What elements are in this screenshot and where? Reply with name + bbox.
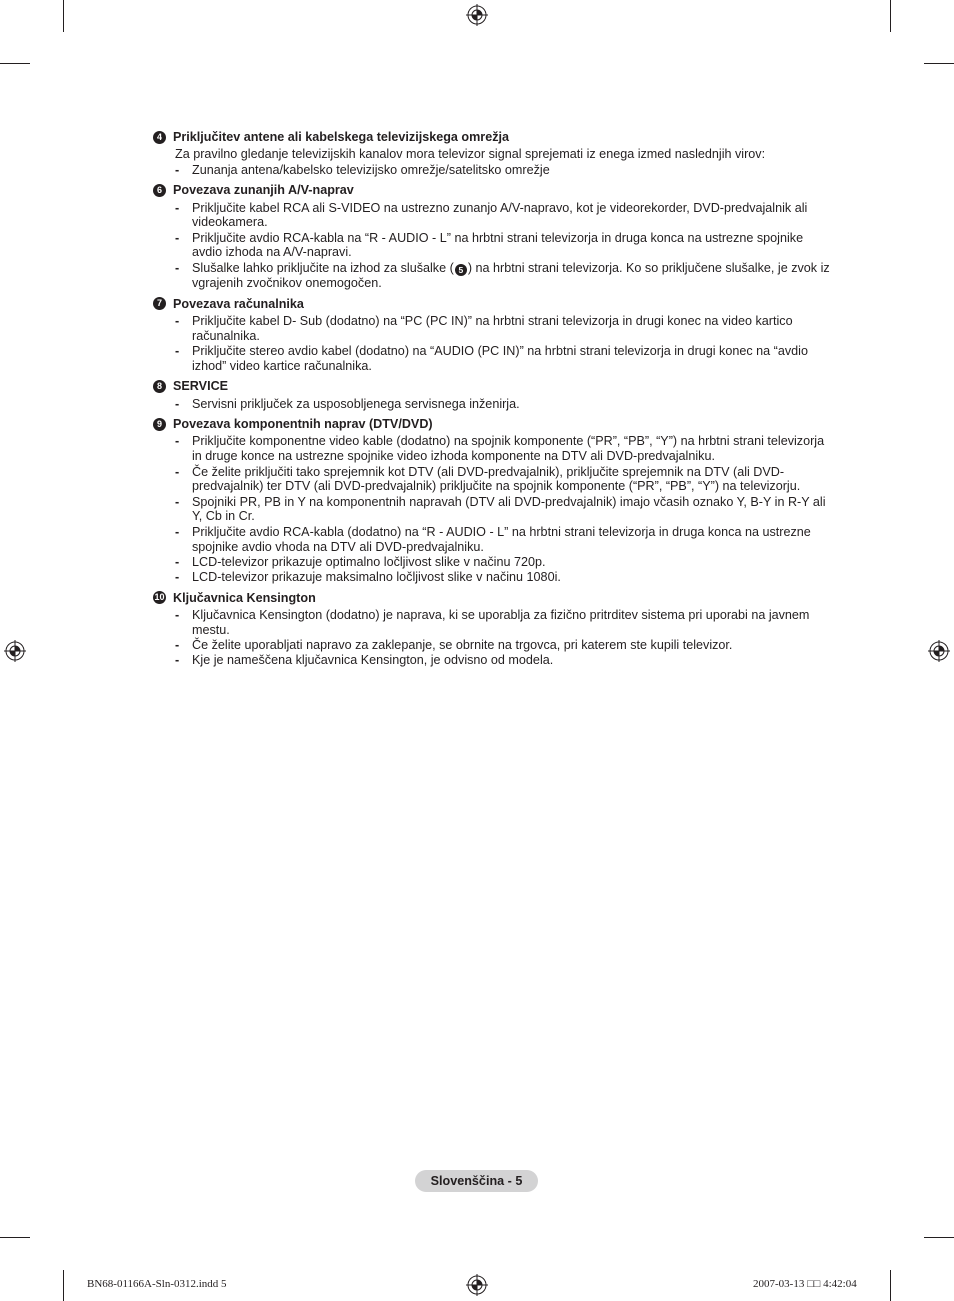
list-item: - Priključite avdio RCA-kabla na “R - AUDIO - L” na hrbtni strani televizorja in druga konca na ustrezne spojnike avdio izhoda na A/V-napravi.: [175, 230, 804, 260]
list-item: - Če želite priključiti tako sprejemnik kot DTV (ali DVD-predvajalnik), priključite sprejemnik na DTV (ali DVD-predvajalnik) ter DTV (ali DVD-predvajalnik) priključite na spojnik komponente (“PR”, “PB”, “Y”) na televizorju.: [175, 464, 801, 494]
list-item: - Priključite stereo avdio kabel (dodatno) na “AUDIO (PC IN)” na hrbtni strani televizorja in drugi konec na “avdio izhod” video kartice računalnika.: [175, 344, 808, 373]
registration-mark-icon: [4, 640, 26, 662]
section-number-badge: 4: [153, 131, 166, 144]
section-service: [153, 379, 833, 412]
section-intro: Za pravilno gledanje televizijskih kanalov mora televizor signal sprejemati iz enega izmed naslednjih virov:: [175, 147, 766, 161]
section-title: SERVICE: [173, 379, 229, 394]
reference-number-badge: 5: [455, 264, 467, 276]
section-title: Priključitev antene ali kabelskega televizijskega omrežja: [173, 129, 510, 144]
section-antenna: [153, 129, 833, 178]
section-number-badge: 9: [153, 418, 166, 431]
section-title: Povezava komponentnih naprav (DTV/DVD): [173, 417, 433, 432]
section-title: Povezava računalnika: [173, 296, 304, 311]
list-item: - Priključite kabel D- Sub (dodatno) na “PC (PC IN)” na hrbtni strani televizorja in drugi konec na video kartico računalnika.: [175, 313, 793, 343]
section-heading: [153, 379, 833, 395]
list-item: - Spojniki PR, PB in Y na komponentnih napravah (DTV ali DVD-predvajalnik) imajo včasih oznako Y, B-Y in R-Y ali Y, Cb in Cr.: [175, 494, 826, 524]
section-title: Ključavnica Kensington: [173, 590, 316, 605]
list-item: - Slušalke lahko priključite na izhod za slušalke ( 5 ) na hrbtni strani televizorja. Ko so priključene slušalke, je zvok iz vgrajenih zvočnikov onemogočen.: [175, 260, 830, 291]
crop-mark: [63, 0, 64, 32]
section-number-badge: 6: [153, 184, 166, 197]
list-item: - Če želite uporabljati napravo za zaklepanje, se obrnite na trgovca, pri katerem ste kupili televizor.: [175, 638, 733, 653]
crop-mark: [924, 63, 954, 64]
crop-mark: [63, 1270, 64, 1301]
crop-mark: [0, 63, 30, 64]
list-item: - Servisni priključek za usposobljenega servisnega inženirja.: [175, 396, 520, 411]
list-item: - LCD-televizor prikazuje maksimalno ločljivost slike v načinu 1080i.: [175, 570, 561, 585]
registration-mark-icon: [466, 1274, 488, 1296]
section-number-badge: 8: [153, 380, 166, 393]
list-item: - LCD-televizor prikazuje optimalno ločljivost slike v načinu 720p.: [175, 554, 546, 569]
list-item: - Priključite avdio RCA-kabla (dodatno) na “R - AUDIO - L” na hrbtni strani televizorja in druga konca na ustrezne spojnike avdio vhoda na DTV ali DVD-predvajalniku.: [175, 524, 811, 554]
section-number-badge: 10: [154, 592, 165, 603]
page-number-badge: Slovenščina - 5: [415, 1170, 538, 1192]
section-heading: [153, 129, 833, 145]
list-item: - Zunanja antena/kabelsko televizijsko omrežje/satelitsko omrežje: [175, 162, 550, 177]
crop-mark: [0, 1237, 30, 1238]
file-slug: BN68-01166A-Sln-0312.indd 5: [87, 1278, 227, 1290]
section-computer: [153, 296, 833, 374]
section-heading: [153, 590, 833, 606]
section-heading: [153, 416, 833, 432]
document-body: [153, 129, 833, 673]
list-item: - Ključavnica Kensington (dodatno) je naprava, ki se uporablja za fizično pritrditev sistema pri uporabi na javnem mestu.: [175, 607, 810, 637]
registration-mark-icon: [466, 4, 488, 26]
list-item: - Kje je nameščena ključavnica Kensington, je odvisno od modela.: [175, 653, 554, 668]
section-kensington: [153, 590, 833, 668]
section-av-devices: [153, 183, 833, 291]
section-heading: [153, 296, 833, 312]
section-heading: [153, 183, 833, 199]
crop-mark: [890, 0, 891, 32]
section-component: [153, 416, 833, 584]
list-item: - Priključite komponentne video kable (dodatno) na spojnik komponente (“PR”, “PB”, “Y”) na hrbtni strani televizorja in druge konce na ustrezne spojnike video izhoda komponente na DTV ali DVD-predvajalniku.: [175, 434, 825, 464]
crop-mark: [890, 1270, 891, 1301]
list-item: - Priključite kabel RCA ali S-VIDEO na ustrezno zunanjo A/V-napravo, kot je videorekorder, DVD-predvajalnik ali videokamera.: [175, 200, 808, 230]
registration-mark-icon: [928, 640, 950, 662]
section-title: Povezava zunanjih A/V-naprav: [173, 183, 354, 198]
crop-mark: [924, 1237, 954, 1238]
timestamp-slug: 2007-03-13 □□ 4:42:04: [753, 1278, 857, 1290]
section-number-badge: 7: [153, 297, 166, 310]
